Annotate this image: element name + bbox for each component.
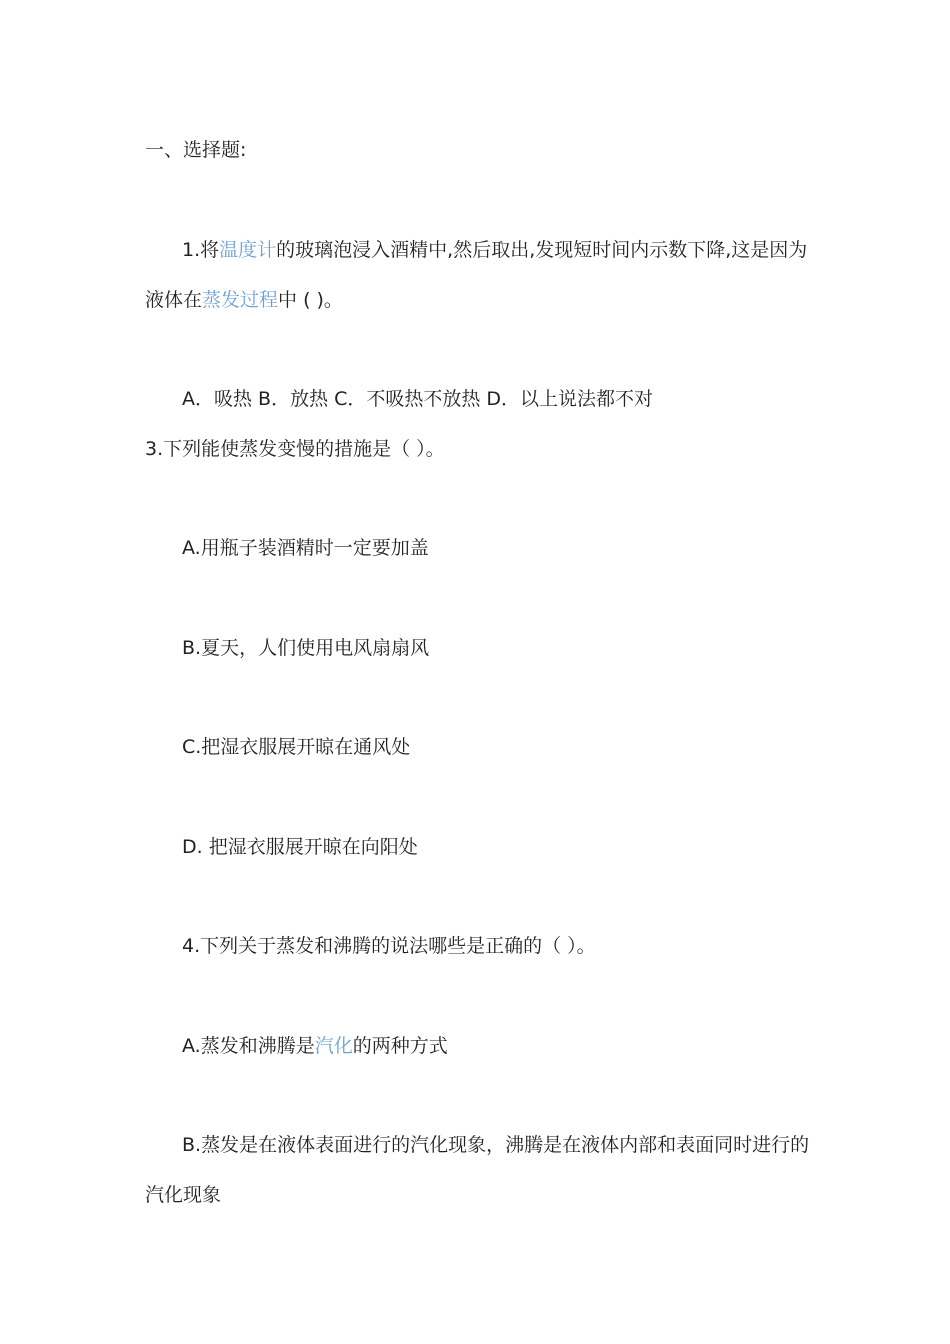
section-heading: [145, 137, 246, 163]
question-1-stem-line-2: [145, 287, 343, 313]
question-1-options-text: A．吸热 B．放热 C．不吸热不放热 D．以上说法都不对: [182, 388, 654, 410]
question-1-stem-line-1: [182, 237, 807, 263]
option-text: 汽化现象: [145, 1184, 222, 1206]
question-4-option-a: [182, 1033, 448, 1059]
option-text: 的两种方式: [352, 1035, 448, 1057]
question-3-option-a: [182, 535, 429, 561]
option-text: A.用瓶子装酒精时一定要加盖: [182, 537, 429, 559]
question-3-option-b: [182, 635, 429, 661]
question-3-stem-text: 3.下列能使蒸发变慢的措施是（ ）。: [145, 438, 445, 460]
question-1-text: 中 ( )。: [278, 289, 343, 311]
question-4-stem: [182, 933, 596, 959]
question-3-option-c: [182, 734, 410, 760]
option-text: C.把湿衣服展开晾在通风处: [182, 736, 411, 758]
question-1-options: [182, 386, 653, 412]
question-4-option-b-line-2: [145, 1182, 221, 1208]
question-3-stem: [145, 436, 445, 462]
option-text: D. 把湿衣服展开晾在向阳处: [182, 836, 418, 858]
option-text: A.蒸发和沸腾是: [182, 1035, 315, 1057]
evaporation-process-link[interactable]: 蒸发过程: [202, 289, 279, 311]
question-4-option-b-line-1: [182, 1132, 809, 1158]
vaporization-link[interactable]: 汽化: [314, 1035, 353, 1057]
question-1-text: 液体在: [145, 289, 203, 311]
question-1-text: 1.将: [182, 239, 220, 261]
option-text: B.夏天，人们使用电风扇扇风: [182, 637, 430, 659]
question-4-stem-text: 4.下列关于蒸发和沸腾的说法哪些是正确的（ ）。: [182, 935, 596, 957]
question-1-text: 的玻璃泡浸入酒精中,然后取出,发现短时间内示数下降,这是因为: [276, 239, 808, 261]
thermometer-link[interactable]: 温度计: [219, 239, 277, 261]
section-heading-text: 一、选择题:: [145, 139, 247, 161]
question-3-option-d: [182, 834, 418, 860]
option-text: B.蒸发是在液体表面进行的汽化现象，沸腾是在液体内部和表面同时进行的: [182, 1134, 810, 1156]
